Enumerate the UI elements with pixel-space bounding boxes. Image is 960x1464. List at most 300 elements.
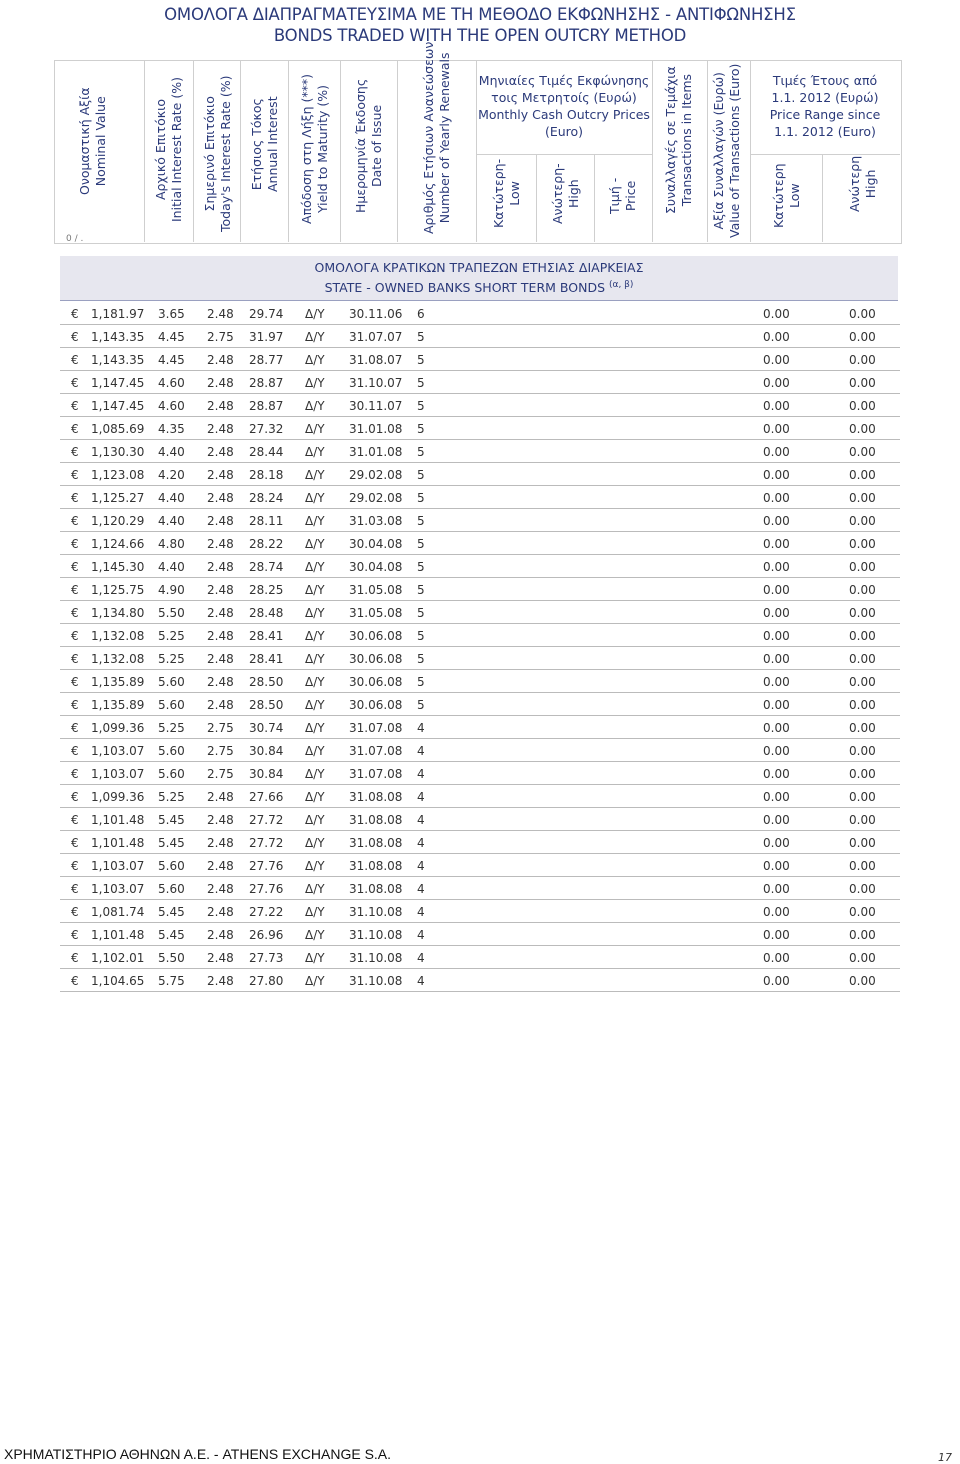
range-high: 0.00: [849, 767, 876, 781]
nominal-value: 1,135.89: [91, 698, 145, 712]
yearly-renewals: 4: [417, 744, 425, 758]
yearly-renewals: 4: [417, 882, 425, 896]
range-high: 0.00: [849, 583, 876, 597]
range-low: 0.00: [763, 905, 790, 919]
yearly-renewals: 5: [417, 583, 425, 597]
range-high: 0.00: [849, 675, 876, 689]
nominal-value: 1,125.27: [91, 491, 145, 505]
issue-date: 30.11.07: [349, 399, 403, 413]
range-high: 0.00: [849, 813, 876, 827]
section-title-english: STATE - OWNED BANKS SHORT TERM BONDS: [324, 280, 606, 295]
table-row: [60, 876, 900, 900]
range-high: 0.00: [849, 698, 876, 712]
nominal-value: 1,145.30: [91, 560, 145, 574]
today-rate: 2.48: [207, 514, 234, 528]
yield-to-maturity: Δ/Υ: [305, 606, 325, 620]
range-high: 0.00: [849, 606, 876, 620]
today-rate: 2.48: [207, 376, 234, 390]
yearly-renewals: 4: [417, 951, 425, 965]
issue-date: 30.06.08: [349, 675, 403, 689]
yearly-renewals: 5: [417, 376, 425, 390]
issue-date: 31.08.08: [349, 882, 403, 896]
range-low: 0.00: [763, 951, 790, 965]
range-low: 0.00: [763, 882, 790, 896]
annual-interest: 27.73: [249, 951, 284, 965]
range-low: 0.00: [763, 675, 790, 689]
currency-symbol: €: [71, 330, 79, 344]
currency-symbol: €: [71, 422, 79, 436]
initial-rate: 5.25: [158, 721, 185, 735]
range-high: 0.00: [849, 514, 876, 528]
range-low: 0.00: [763, 836, 790, 850]
annual-interest: 27.66: [249, 790, 284, 804]
range-high: 0.00: [849, 468, 876, 482]
today-rate: 2.48: [207, 422, 234, 436]
yield-to-maturity: Δ/Υ: [305, 974, 325, 988]
annual-interest: 28.25: [249, 583, 284, 597]
currency-symbol: €: [71, 698, 79, 712]
yield-to-maturity: Δ/Υ: [305, 767, 325, 781]
header-yearly-renewals: Αριθμός Ετήσιων Ανανεώσεων Number of Yearly Renewals: [420, 41, 451, 234]
nominal-value: 1,135.89: [91, 675, 145, 689]
initial-rate: 4.40: [158, 491, 185, 505]
range-high: 0.00: [849, 652, 876, 666]
nominal-value: 1,134.80: [91, 606, 145, 620]
currency-symbol: €: [71, 790, 79, 804]
issue-date: 30.04.08: [349, 537, 403, 551]
yield-to-maturity: Δ/Υ: [305, 445, 325, 459]
yearly-renewals: 4: [417, 813, 425, 827]
annual-interest: 30.84: [249, 767, 284, 781]
table-row: [60, 761, 900, 785]
yearly-renewals: 4: [417, 721, 425, 735]
yearly-renewals: 4: [417, 790, 425, 804]
yearly-renewals: 5: [417, 652, 425, 666]
yearly-renewals: 5: [417, 445, 425, 459]
nominal-value: 1,099.36: [91, 721, 145, 735]
issue-date: 31.10.08: [349, 928, 403, 942]
annual-interest: 28.87: [249, 376, 284, 390]
currency-symbol: €: [71, 468, 79, 482]
yield-to-maturity: Δ/Υ: [305, 468, 325, 482]
annual-interest: 28.18: [249, 468, 284, 482]
initial-rate: 5.60: [158, 675, 185, 689]
issue-date: 31.10.08: [349, 974, 403, 988]
range-low: 0.00: [763, 399, 790, 413]
initial-rate: 3.65: [158, 307, 185, 321]
range-low: 0.00: [763, 514, 790, 528]
range-high: 0.00: [849, 928, 876, 942]
issue-date: 31.01.08: [349, 422, 403, 436]
table-row: [60, 623, 900, 647]
issue-date: 30.11.06: [349, 307, 403, 321]
annual-interest: 31.97: [249, 330, 284, 344]
header-transaction-value: Αξία Συναλλαγών (Ευρώ) Value of Transactions (Euro): [710, 63, 741, 238]
annual-interest: 28.44: [249, 445, 284, 459]
range-low: 0.00: [763, 307, 790, 321]
today-rate: 2.48: [207, 353, 234, 367]
range-high: 0.00: [849, 330, 876, 344]
yearly-renewals: 5: [417, 330, 425, 344]
currency-symbol: €: [71, 514, 79, 528]
today-rate: 2.48: [207, 652, 234, 666]
yearly-renewals: 6: [417, 307, 425, 321]
range-high: 0.00: [849, 790, 876, 804]
annual-interest: 27.22: [249, 905, 284, 919]
today-rate: 2.75: [207, 767, 234, 781]
yearly-renewals: 5: [417, 491, 425, 505]
today-rate: 2.75: [207, 721, 234, 735]
today-rate: 2.48: [207, 629, 234, 643]
initial-rate: 5.25: [158, 652, 185, 666]
range-low: 0.00: [763, 652, 790, 666]
yield-to-maturity: Δ/Υ: [305, 560, 325, 574]
annual-interest: 30.74: [249, 721, 284, 735]
today-rate: 2.48: [207, 675, 234, 689]
table-row: [60, 899, 900, 923]
nominal-value: 1,099.36: [91, 790, 145, 804]
initial-rate: 4.45: [158, 353, 185, 367]
range-high: 0.00: [849, 491, 876, 505]
nominal-value: 1,147.45: [91, 399, 145, 413]
range-high: 0.00: [849, 560, 876, 574]
initial-rate: 5.60: [158, 767, 185, 781]
yield-to-maturity: Δ/Υ: [305, 790, 325, 804]
nominal-value: 1,081.74: [91, 905, 145, 919]
today-rate: 2.75: [207, 330, 234, 344]
initial-rate: 4.60: [158, 376, 185, 390]
section-title-greek: ΟΜΟΛΟΓΑ ΚΡΑΤΙΚΩΝ ΤΡΑΠΕΖΩΝ ΕΤΗΣΙΑΣ ΔΙΑΡΚΕΙΑΣ: [314, 260, 644, 275]
issue-date: 31.07.08: [349, 744, 403, 758]
range-low: 0.00: [763, 422, 790, 436]
nominal-value: 1,181.97: [91, 307, 145, 321]
today-rate: 2.48: [207, 698, 234, 712]
annual-interest: 29.74: [249, 307, 284, 321]
initial-rate: 4.60: [158, 399, 185, 413]
issue-date: 31.07.07: [349, 330, 403, 344]
today-rate: 2.48: [207, 583, 234, 597]
annual-interest: 28.48: [249, 606, 284, 620]
yield-to-maturity: Δ/Υ: [305, 422, 325, 436]
currency-symbol: €: [71, 629, 79, 643]
range-high: 0.00: [849, 951, 876, 965]
currency-symbol: €: [71, 652, 79, 666]
header-initial-interest-rate: Αρχικό Επιτόκιο Initial Interest Rate (%): [152, 77, 183, 222]
nominal-value: 1,123.08: [91, 468, 145, 482]
nominal-value: 1,104.65: [91, 974, 145, 988]
nominal-value: 1,101.48: [91, 813, 145, 827]
nominal-value: 1,102.01: [91, 951, 145, 965]
initial-rate: 4.45: [158, 330, 185, 344]
range-high: 0.00: [849, 376, 876, 390]
yield-to-maturity: Δ/Υ: [305, 629, 325, 643]
currency-symbol: €: [71, 836, 79, 850]
nominal-value: 1,130.30: [91, 445, 145, 459]
issue-date: 31.07.08: [349, 767, 403, 781]
table-row: [60, 853, 900, 877]
yearly-renewals: 4: [417, 974, 425, 988]
table-row: [60, 324, 900, 348]
currency-symbol: €: [71, 905, 79, 919]
yield-to-maturity: Δ/Υ: [305, 491, 325, 505]
today-rate: 2.48: [207, 560, 234, 574]
issue-date: 30.04.08: [349, 560, 403, 574]
nominal-value: 1,132.08: [91, 629, 145, 643]
range-low: 0.00: [763, 353, 790, 367]
issue-date: 31.05.08: [349, 583, 403, 597]
issue-date: 30.06.08: [349, 698, 403, 712]
table-row: [60, 508, 900, 532]
nominal-value: 1,120.29: [91, 514, 145, 528]
yearly-renewals: 5: [417, 353, 425, 367]
currency-symbol: €: [71, 721, 79, 735]
yearly-renewals: 5: [417, 629, 425, 643]
section-note: (α, β): [609, 280, 634, 290]
header-monthly-high: Ανώτερη- High: [549, 163, 580, 224]
today-rate: 2.48: [207, 790, 234, 804]
range-low: 0.00: [763, 790, 790, 804]
range-low: 0.00: [763, 859, 790, 873]
initial-rate: 5.60: [158, 859, 185, 873]
annual-interest: 26.96: [249, 928, 284, 942]
range-low: 0.00: [763, 330, 790, 344]
yield-to-maturity: Δ/Υ: [305, 721, 325, 735]
header-monthly-price: Τιμή - Price: [606, 177, 637, 214]
initial-rate: 5.25: [158, 790, 185, 804]
range-high: 0.00: [849, 905, 876, 919]
yield-to-maturity: Δ/Υ: [305, 951, 325, 965]
annual-interest: 28.11: [249, 514, 284, 528]
header-monthly-low: Κατώτερη- Low: [490, 158, 521, 228]
range-high: 0.00: [849, 307, 876, 321]
table-row: [60, 462, 900, 486]
nominal-value: 1,103.07: [91, 744, 145, 758]
currency-symbol: €: [71, 951, 79, 965]
range-high: 0.00: [849, 859, 876, 873]
initial-rate: 5.45: [158, 928, 185, 942]
table-row: [60, 922, 900, 946]
initial-rate: 5.75: [158, 974, 185, 988]
range-low: 0.00: [763, 606, 790, 620]
today-rate: 2.48: [207, 974, 234, 988]
annual-interest: 30.84: [249, 744, 284, 758]
section-heading: [60, 256, 898, 301]
annual-interest: 28.50: [249, 675, 284, 689]
annual-interest: 28.41: [249, 629, 284, 643]
range-high: 0.00: [849, 721, 876, 735]
range-high: 0.00: [849, 629, 876, 643]
currency-symbol: €: [71, 307, 79, 321]
yearly-renewals: 5: [417, 537, 425, 551]
today-rate: 2.48: [207, 537, 234, 551]
currency-symbol: €: [71, 675, 79, 689]
currency-symbol: €: [71, 583, 79, 597]
yield-to-maturity: Δ/Υ: [305, 652, 325, 666]
page-title-greek: ΟΜΟΛΟΓΑ ΔΙΑΠΡΑΓΜΑΤΕΥΣΙΜΑ ΜΕ ΤΗ ΜΕΘΟΔΟ ΕΚΦΩΝΗΣΗΣ - ΑΝΤΙΦΩΝΗΣΗΣ: [164, 5, 796, 24]
annual-interest: 28.50: [249, 698, 284, 712]
yield-to-maturity: Δ/Υ: [305, 307, 325, 321]
table-row: [60, 301, 900, 325]
yearly-renewals: 5: [417, 560, 425, 574]
annual-interest: 28.41: [249, 652, 284, 666]
range-high: 0.00: [849, 399, 876, 413]
yield-to-maturity: Δ/Υ: [305, 583, 325, 597]
header-nominal-value: Ονομαστική Αξία Nominal Value: [76, 87, 107, 195]
initial-rate: 5.60: [158, 744, 185, 758]
stray-mark: 0 / .: [66, 234, 84, 244]
yield-to-maturity: Δ/Υ: [305, 859, 325, 873]
initial-rate: 4.40: [158, 445, 185, 459]
currency-symbol: €: [71, 859, 79, 873]
issue-date: 31.08.07: [349, 353, 403, 367]
table-row: [60, 692, 900, 716]
table-row: [60, 577, 900, 601]
yield-to-maturity: Δ/Υ: [305, 353, 325, 367]
nominal-value: 1,132.08: [91, 652, 145, 666]
currency-symbol: €: [71, 560, 79, 574]
currency-symbol: €: [71, 974, 79, 988]
issue-date: 31.01.08: [349, 445, 403, 459]
range-high: 0.00: [849, 422, 876, 436]
table-row: [60, 968, 900, 992]
today-rate: 2.48: [207, 859, 234, 873]
range-high: 0.00: [849, 836, 876, 850]
range-low: 0.00: [763, 928, 790, 942]
issue-date: 31.10.08: [349, 905, 403, 919]
range-low: 0.00: [763, 744, 790, 758]
header-range-high: Ανώτερη High: [846, 155, 877, 212]
yield-to-maturity: Δ/Υ: [305, 928, 325, 942]
table-row: [60, 669, 900, 693]
yearly-renewals: 5: [417, 514, 425, 528]
nominal-value: 1,101.48: [91, 928, 145, 942]
today-rate: 2.48: [207, 468, 234, 482]
currency-symbol: €: [71, 537, 79, 551]
yield-to-maturity: Δ/Υ: [305, 698, 325, 712]
issue-date: 30.06.08: [349, 629, 403, 643]
page-title-english: BONDS TRADED WITH THE OPEN OUTCRY METHOD: [273, 26, 687, 45]
annual-interest: 27.72: [249, 836, 284, 850]
table-row: [60, 807, 900, 831]
nominal-value: 1,101.48: [91, 836, 145, 850]
today-rate: 2.48: [207, 399, 234, 413]
table-row: [60, 830, 900, 854]
footer-exchange-name: ΧΡΗΜΑΤΙΣΤΗΡΙΟ ΑΘΗΝΩΝ Α.Ε. - ATHENS EXCHANGE S.A.: [4, 1446, 392, 1462]
annual-interest: 28.74: [249, 560, 284, 574]
issue-date: 31.10.07: [349, 376, 403, 390]
today-rate: 2.48: [207, 928, 234, 942]
range-high: 0.00: [849, 445, 876, 459]
annual-interest: 28.22: [249, 537, 284, 551]
initial-rate: 5.50: [158, 951, 185, 965]
today-rate: 2.48: [207, 905, 234, 919]
nominal-value: 1,125.75: [91, 583, 145, 597]
header-price-range-group: Τιμές Έτους από 1.1. 2012 (Ευρώ) Price Range since 1.1. 2012 (Euro): [769, 73, 881, 139]
initial-rate: 4.80: [158, 537, 185, 551]
yearly-renewals: 5: [417, 698, 425, 712]
yield-to-maturity: Δ/Υ: [305, 399, 325, 413]
table-row: [60, 646, 900, 670]
currency-symbol: €: [71, 813, 79, 827]
yield-to-maturity: Δ/Υ: [305, 675, 325, 689]
header-todays-interest-rate: Σημερινό Επιτόκιο Today's Interest Rate (%): [201, 75, 232, 232]
range-low: 0.00: [763, 468, 790, 482]
table-row: [60, 347, 900, 371]
range-low: 0.00: [763, 974, 790, 988]
issue-date: 31.08.08: [349, 813, 403, 827]
yearly-renewals: 4: [417, 928, 425, 942]
range-high: 0.00: [849, 353, 876, 367]
nominal-value: 1,103.07: [91, 882, 145, 896]
initial-rate: 5.45: [158, 905, 185, 919]
nominal-value: 1,124.66: [91, 537, 145, 551]
today-rate: 2.48: [207, 836, 234, 850]
range-low: 0.00: [763, 721, 790, 735]
table-row: [60, 531, 900, 555]
page-number: 17: [938, 1451, 952, 1464]
table-row: [60, 784, 900, 808]
issue-date: 31.03.08: [349, 514, 403, 528]
nominal-value: 1,085.69: [91, 422, 145, 436]
currency-symbol: €: [71, 399, 79, 413]
issue-date: 31.08.08: [349, 790, 403, 804]
yield-to-maturity: Δ/Υ: [305, 905, 325, 919]
issue-date: 31.07.08: [349, 721, 403, 735]
yearly-renewals: 4: [417, 767, 425, 781]
header-range-low: Κατώτερη Low: [770, 163, 801, 228]
issue-date: 29.02.08: [349, 491, 403, 505]
today-rate: 2.75: [207, 744, 234, 758]
range-low: 0.00: [763, 376, 790, 390]
currency-symbol: €: [71, 491, 79, 505]
table-row: [60, 738, 900, 762]
initial-rate: 4.90: [158, 583, 185, 597]
currency-symbol: €: [71, 882, 79, 896]
initial-rate: 5.25: [158, 629, 185, 643]
issue-date: 31.05.08: [349, 606, 403, 620]
range-low: 0.00: [763, 583, 790, 597]
currency-symbol: €: [71, 445, 79, 459]
today-rate: 2.48: [207, 606, 234, 620]
annual-interest: 28.24: [249, 491, 284, 505]
currency-symbol: €: [71, 376, 79, 390]
nominal-value: 1,143.35: [91, 353, 145, 367]
today-rate: 2.48: [207, 813, 234, 827]
nominal-value: 1,143.35: [91, 330, 145, 344]
annual-interest: 27.76: [249, 859, 284, 873]
header-annual-interest: Ετήσιος Τόκος Annual Interest: [248, 96, 279, 192]
table-row: [60, 715, 900, 739]
issue-date: 29.02.08: [349, 468, 403, 482]
header-monthly-prices-group: Μηνιαίες Τιμές Εκφώνησης τοις Μετρητοίς (Ευρώ) Monthly Cash Outcry Prices (Euro): [478, 73, 650, 139]
header-yield-to-maturity: Απόδοση στη Λήξη (***) Yield to Maturity (%): [298, 73, 329, 224]
initial-rate: 5.45: [158, 836, 185, 850]
range-low: 0.00: [763, 560, 790, 574]
annual-interest: 27.32: [249, 422, 284, 436]
yield-to-maturity: Δ/Υ: [305, 537, 325, 551]
table-row: [60, 439, 900, 463]
yield-to-maturity: Δ/Υ: [305, 836, 325, 850]
annual-interest: 27.72: [249, 813, 284, 827]
range-high: 0.00: [849, 882, 876, 896]
table-row: [60, 485, 900, 509]
yearly-renewals: 5: [417, 399, 425, 413]
table-row: [60, 945, 900, 969]
range-low: 0.00: [763, 491, 790, 505]
yearly-renewals: 5: [417, 606, 425, 620]
header-date-of-issue: Ημερομηνία Έκδοσης Date of Issue: [352, 78, 383, 213]
range-low: 0.00: [763, 537, 790, 551]
